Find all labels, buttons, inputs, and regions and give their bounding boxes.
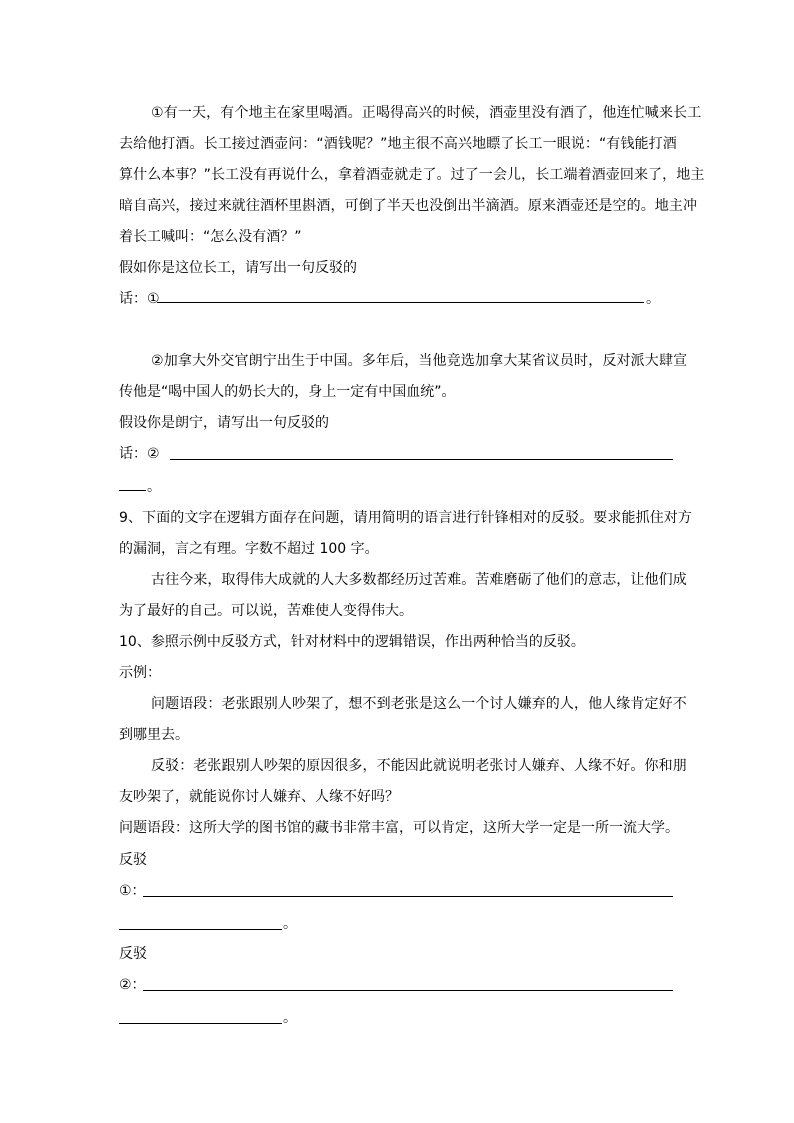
q2-answer-label: 话：②: [119, 446, 160, 462]
q9-instruction-line-2: 的漏洞，言之有理。字数不超过 100 字。: [119, 541, 379, 557]
q1-prompt: 假如你是这位长工，请写出一句反驳的: [119, 260, 357, 276]
q10-answer-2-line-2[interactable]: [119, 1023, 282, 1024]
q10-rebuttal-2-label: 反驳: [119, 946, 147, 962]
q10-answer-1-line-1[interactable]: [143, 896, 673, 897]
q10-example-problem-line-1: 问题语段：老张跟别人吵架了，想不到老张是这么一个讨人嫌弃的人，他人缘肯定好不: [151, 696, 687, 712]
q1-line-2: 去给他打酒。长工接过酒壶问：“酒钱呢？”地主很不高兴地瞟了长工一眼说：“有钱能打酒: [119, 136, 677, 152]
q2-line-2: 传他是“喝中国人的奶长大的，身上一定有中国血统”。: [119, 384, 456, 400]
q1-line-4: 暗自高兴，接过来就往酒杯里斟酒，可倒了半天也没倒出半滴酒。原来酒壶还是空的。地主冲: [119, 198, 698, 214]
q10-answer-2-line-1[interactable]: [143, 990, 673, 991]
q1-answer-label: 话：①: [119, 291, 160, 307]
q1-line-5: 着长工喊叫：“怎么没有酒？”: [119, 229, 302, 245]
q2-answer-line-2[interactable]: [119, 490, 146, 491]
q10-answer-1-label: ①：: [119, 883, 146, 899]
q10-example-label: 示例：: [119, 665, 161, 681]
q10-rebuttal-1-label: 反驳: [119, 852, 147, 868]
q2-answer-end: 。: [147, 479, 161, 495]
q1-answer-line[interactable]: [157, 302, 644, 303]
q1-answer-end: 。: [646, 291, 660, 307]
q10-answer-1-end: 。: [283, 916, 297, 932]
q10-example-rebuttal-line-1: 反驳：老张跟别人吵架的原因很多，不能因此就说明老张讨人嫌弃、人缘不好。你和朋: [151, 758, 687, 774]
q10-title: 10、参照示例中反驳方式，针对材料中的逻辑错误，作出两种恰当的反驳。: [119, 634, 585, 650]
q10-answer-2-label: ②：: [119, 977, 146, 993]
q10-problem-passage: 问题语段：这所大学的图书馆的藏书非常丰富，可以肯定，这所大学一定是一所一流大学。: [119, 820, 679, 836]
q9-instruction-line-1: 9、下面的文字在逻辑方面存在问题，请用简明的语言进行针锋相对的反驳。要求能抓住对方: [119, 510, 693, 526]
q1-line-1: ①有一天，有个地主在家里喝酒。正喝得高兴的时候，酒壶里没有酒了，他连忙喊来长工: [151, 105, 702, 121]
q9-passage-line-1: 古往今来，取得伟大成就的人大多数都经历过苦难。苦难磨砺了他们的意志，让他们成: [151, 572, 687, 588]
q2-answer-line-1[interactable]: [170, 459, 673, 460]
q10-example-rebuttal-line-2: 友吵架了，就能说你讨人嫌弃、人缘不好吗？: [119, 789, 399, 805]
q10-answer-1-line-2[interactable]: [119, 929, 282, 930]
q9-passage-line-2: 为了最好的自己。可以说，苦难使人变得伟大。: [119, 603, 413, 619]
q2-line-1: ②加拿大外交官朗宁出生于中国。多年后，当他竞选加拿大某省议员时，反对派大肆宣: [151, 353, 688, 369]
q10-answer-2-end: 。: [283, 1010, 297, 1026]
q10-example-problem-line-2: 到哪里去。: [119, 727, 189, 743]
q2-prompt: 假设你是朗宁，请写出一句反驳的: [119, 415, 329, 431]
q1-line-3: 算什么本事？”长工没有再说什么，拿着酒壶就走了。过了一会儿，长工端着酒壶回来了，地主: [119, 167, 705, 183]
